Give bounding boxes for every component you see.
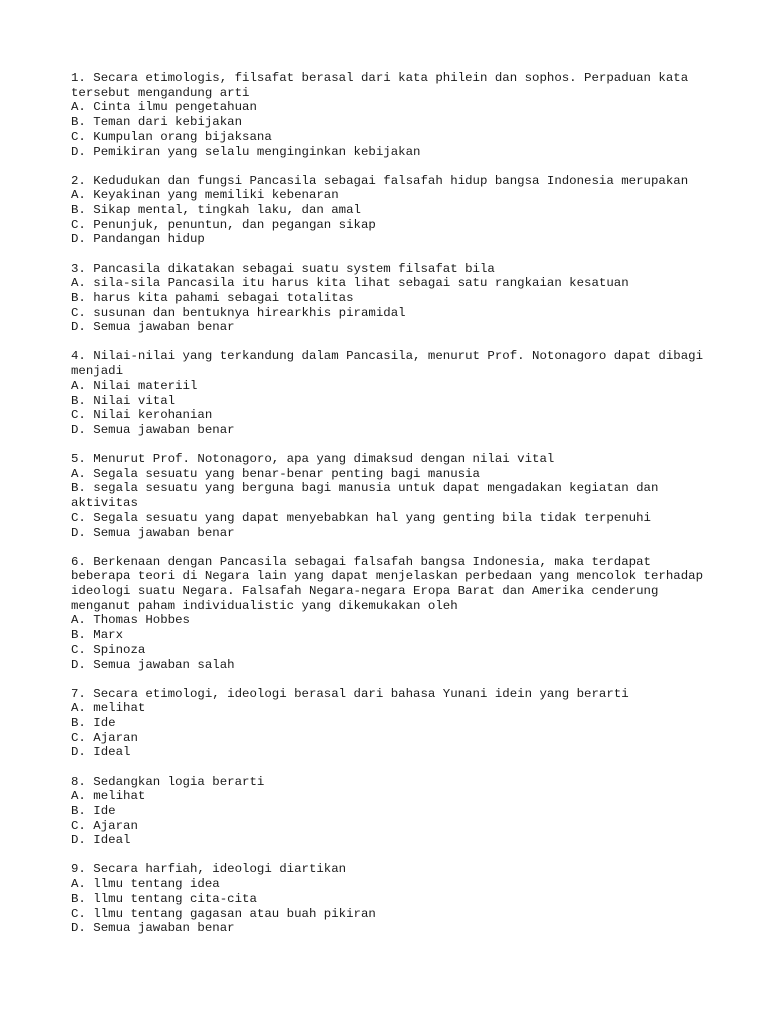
option-d: D. Semua jawaban benar [71,320,235,335]
question-text: 5. Menurut Prof. Notonagoro, apa yang dimaksud dengan nilai vital [71,452,555,467]
option-b: B. Ide [71,716,116,731]
option-d: D. Ideal [71,745,131,760]
option-a: A. Segala sesuatu yang benar-benar penting bagi manusia [71,466,480,481]
option-c: C. Penunjuk, penuntun, dan pegangan sikap [71,217,376,232]
option-c: C. Nilai kerohanian [71,408,213,423]
option-a: A. Cinta ilmu pengetahuan [71,100,257,115]
option-c: C. Kumpulan orang bijaksana [71,129,272,144]
option-d: D. Semua jawaban benar [71,422,235,437]
option-b: B. harus kita pahami sebagai totalitas [71,290,354,305]
option-d: D. Semua jawaban benar [71,921,235,936]
option-a: A. melihat [71,789,146,804]
option-b: B. Ide [71,803,116,818]
question-2 [71,174,711,248]
question-7 [71,687,711,761]
option-c: C. llmu tentang gagasan atau buah pikiran [71,906,376,921]
question-9 [71,862,711,936]
question-8 [71,775,711,849]
option-c: C. Ajaran [71,818,138,833]
option-b: B. segala sesuatu yang berguna bagi manusia untuk dapat mengadakan kegiatan dan aktivitas [71,481,666,511]
question-3 [71,262,711,336]
option-a: A. Nilai materiil [71,378,198,393]
question-text: 4. Nilai-nilai yang terkandung dalam Pancasila, menurut Prof. Notonagoro dapat dibagi menjadi [71,349,711,379]
option-d: D. Pandangan hidup [71,232,205,247]
option-c: C. susunan dan bentuknya hirearkhis piramidal [71,305,406,320]
question-text: 2. Kedudukan dan fungsi Pancasila sebagai falsafah hidup bangsa Indonesia merupakan [71,173,689,188]
question-text: 7. Secara etimologi, ideologi berasal dari bahasa Yunani idein yang berarti [71,686,629,701]
question-4 [71,349,711,437]
option-a: A. Keyakinan yang memiliki kebenaran [71,188,339,203]
option-d: D. Ideal [71,833,131,848]
option-b: B. Marx [71,628,124,643]
option-b: B. Nilai vital [71,393,176,408]
option-c: C. Ajaran [71,730,138,745]
option-b: B. llmu tentang cita-cita [71,891,257,906]
question-text: 1. Secara etimologis, filsafat berasal dari kata philein dan sophos. Perpaduan kata tersebut mengandung arti [71,71,696,100]
question-6 [71,555,711,673]
option-a: A. melihat [71,701,146,716]
option-c: C. Spinoza [71,642,146,657]
option-d: D. Semua jawaban salah [71,657,235,672]
option-a: A. llmu tentang idea [71,877,220,892]
option-c: C. Segala sesuatu yang dapat menyebabkan hal yang genting bila tidak terpenuhi [71,510,651,525]
question-text: 3. Pancasila dikatakan sebagai suatu system filsafat bila [71,261,495,276]
question-text: 6. Berkenaan dengan Pancasila sebagai falsafah bangsa Indonesia, maka terdapat beberapa teori di Negara lain yang dapat menjelaskan perbedaan yang mencolok terhadap ideologi suatu Negara. Falsafah Negara-negara Eropa Barat dan Amerika cenderung menganut paham individualistic yang dikemukakan oleh [71,554,711,613]
option-b: B. Sikap mental, tingkah laku, dan amal [71,203,361,218]
option-b: B. Teman dari kebijakan [71,115,243,130]
option-a: A. sila-sila Pancasila itu harus kita lihat sebagai satu rangkaian kesatuan [71,276,629,291]
option-d: D. Semua jawaban benar [71,525,235,540]
question-5 [71,452,711,540]
document-page [71,71,711,950]
question-1 [71,71,711,159]
question-text: 9. Secara harfiah, ideologi diartikan [71,862,347,877]
question-text: 8. Sedangkan logia berarti [71,774,265,789]
option-a: A. Thomas Hobbes [71,613,190,628]
option-d: D. Pemikiran yang selalu menginginkan kebijakan [71,144,421,159]
